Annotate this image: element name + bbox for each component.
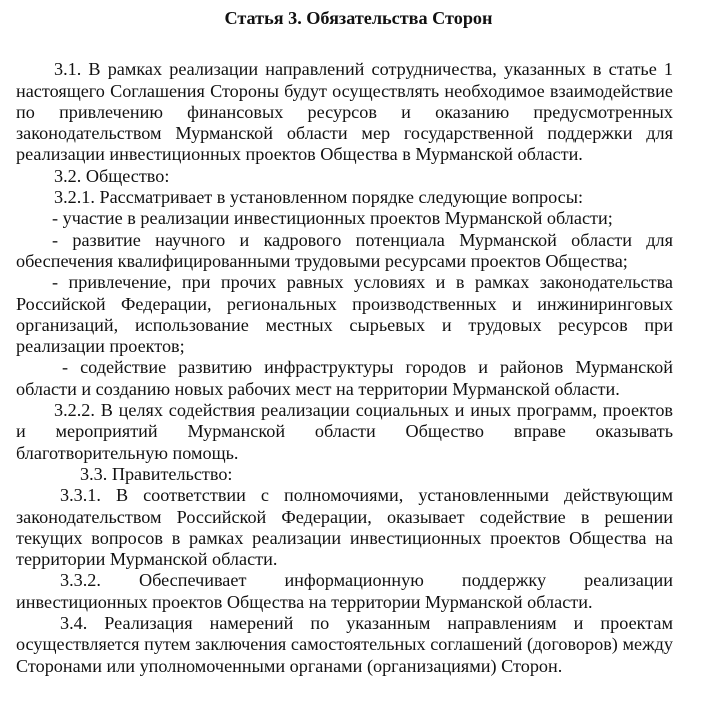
article-title: Статья 3. Обязательства Сторон xyxy=(224,8,493,28)
list-item-development: - развитие научного и кадрового потенциала Мурманской области для обеспечения квалифицированными трудовыми ресурсами проектов Общества; xyxy=(16,229,673,271)
paragraph-3-2: 3.2. Общество: xyxy=(54,165,170,186)
paragraph-3-4: 3.4. Реализация намерений по указанным направлениям и проектам осуществляется путем заключения самостоятельных соглашений (договоров) между Сторонами или уполномоченными органами (организациями) Сторон. xyxy=(16,613,673,676)
paragraph-3-3: 3.3. Правительство: xyxy=(80,463,233,484)
paragraph-3-1: 3.1. В рамках реализации направлений сотрудничества, указанных в статье 1 настоящего Соглашения Стороны будут осуществлять необходимое взаимодействие по привлечению финансовых ресурсов и оказанию предусмотренных законодательством Мурманской области мер государственной поддержки для реализации инвестиционных проектов Общества в Мурманской области. xyxy=(16,59,673,165)
list-item-infrastructure: - содействие развитию инфраструктуры городов и районов Мурманской области и созданию новых рабочих мест на территории Мурманской области. xyxy=(16,357,673,399)
paragraph-3-3-2: 3.3.2. Обеспечивает информационную поддержку реализации инвестиционных проектов Общества на территории Мурманской области. xyxy=(16,570,673,612)
paragraph-3-2-1: 3.2.1. Рассматривает в установленном порядке следующие вопросы: xyxy=(54,187,583,208)
list-item-attraction: - привлечение, при прочих равных условиях и в рамках законодательства Российской Федерации, региональных производственных и инжиниринговых организаций, использование местных сырьевых и трудовых ресурсов при реализации проектов; xyxy=(16,272,673,357)
list-item-participation: - участие в реализации инвестиционных проектов Мурманской области; xyxy=(52,208,613,229)
paragraph-3-2-2: 3.2.2. В целях содействия реализации социальных и иных программ, проектов и мероприятий Мурманской области Общество вправе оказывать благотворительную помощь. xyxy=(16,400,673,463)
paragraph-3-3-1: 3.3.1. В соответствии с полномочиями, установленными действующим законодательством Российской Федерации, оказывает содействие в решении текущих вопросов в рамках реализации инвестиционных проектов Общества на территории Мурманской области. xyxy=(16,485,673,570)
